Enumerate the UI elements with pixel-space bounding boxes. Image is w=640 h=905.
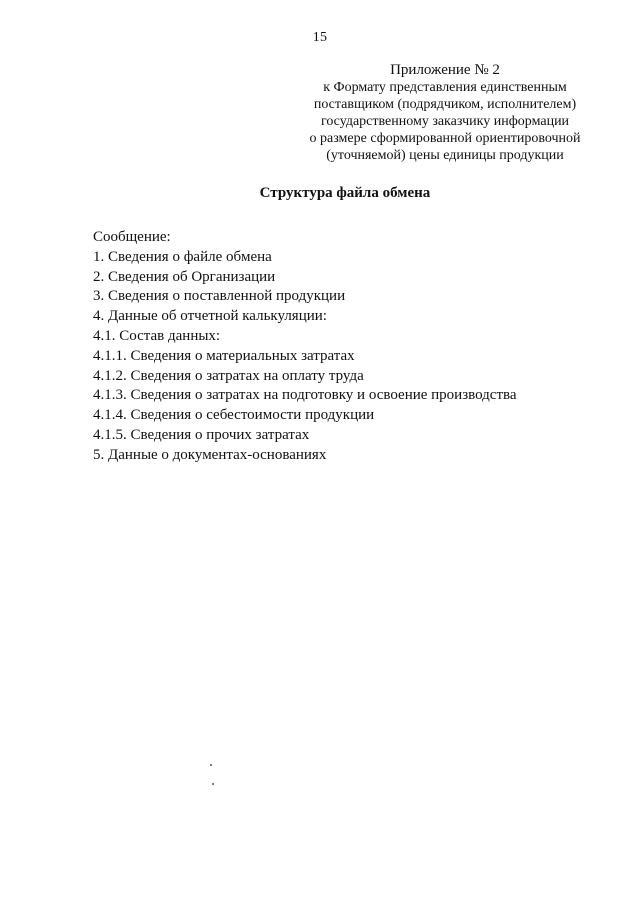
structure-heading: Сообщение: [93, 229, 171, 245]
appendix-title: Приложение № 2 [390, 62, 500, 78]
structure-list [93, 228, 517, 466]
structure-item: 5. Данные о документах-основаниях [93, 446, 327, 463]
appendix-block [300, 62, 590, 164]
structure-item: 1. Сведения о файле обмена [93, 248, 272, 265]
appendix-line: (уточняемой) цены единицы продукции [326, 148, 564, 163]
scan-speck [212, 783, 214, 785]
appendix-line: государственному заказчику информации [320, 114, 570, 129]
structure-item: 4.1.2. Сведения о затратах на оплату труда [93, 367, 364, 384]
structure-item: 4.1. Состав данных: [93, 327, 221, 344]
page-number: 15 [312, 30, 328, 45]
scan-speck [210, 764, 212, 766]
structure-item: 4.1.3. Сведения о затратах на подготовку и освоение производства [93, 387, 517, 404]
structure-item: 2. Сведения об Организации [93, 268, 276, 285]
appendix-line: к Формату представления единственным [323, 80, 567, 95]
structure-item: 4.1.4. Сведения о себестоимости продукции [93, 407, 375, 424]
structure-item: 4.1.1. Сведения о материальных затратах [93, 347, 355, 364]
structure-item: 4.1.5. Сведения о прочих затратах [93, 426, 310, 443]
structure-item: 4. Данные об отчетной калькуляции: [93, 308, 327, 325]
document-title: Структура файла обмена [259, 185, 431, 201]
appendix-line: поставщиком (подрядчиком, исполнителем) [313, 97, 577, 112]
structure-item: 3. Сведения о поставленной продукции [93, 288, 346, 305]
appendix-line: о размере сформированной ориентировочной [309, 131, 581, 146]
